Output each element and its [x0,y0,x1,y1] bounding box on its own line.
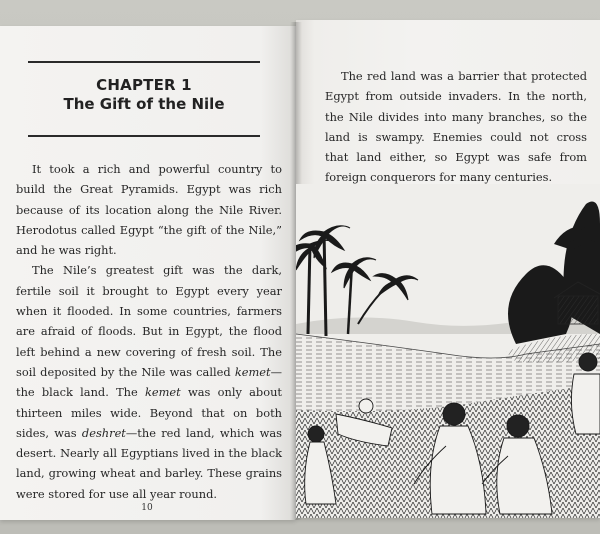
text-run: —the black land. The [16,364,282,400]
chapter-top-rule [28,61,260,63]
right-body-text [325,66,587,188]
text-run: was only about thirteen miles wide. Beyond that on both sides, was [16,385,282,440]
nile-farmers-illustration-icon [296,184,600,518]
chapter-bottom-rule [28,135,260,137]
text-run: The red land was a barrier that protected Egypt from outside invaders. In the north, the Nile divides into many branches, so the land is swampy. Enemies could not cross that land either, so Egypt was safe from foreign conquerors for many centuries. [325,69,587,185]
chapter-label: CHAPTER 1 [96,76,192,94]
text-run: It took a rich and powerful country to build the Great Pyramids. Egypt was rich because of its location along the Nile River. Herodotus called Egypt “the gift of the Nile,” and he was right. [16,162,282,258]
italic-term: kemet [234,364,271,379]
italic-term: deshret [81,425,126,440]
text-run: The Nile’s greatest gift was the dark, fertile soil it brought to Egypt every year when it flooded. In some countries, farmers are afraid of floods. But in Egypt, the flood left behind a new covering of fresh soil. The soil deposited by the Nile was called [16,263,282,379]
left-paragraph-1 [16,159,282,260]
right-paragraph-1 [325,66,587,188]
left-body-text [16,159,282,504]
text-run: —the red land, which was desert. Nearly all Egyptians lived in the black land, growing wheat and barley. These grains were stored for use all year round. [16,425,282,501]
chapter-title: The Gift of the Nile [63,95,225,113]
italic-term: kemet [144,385,181,400]
page-number: 10 [141,503,153,513]
left-paragraph-2 [16,260,282,504]
